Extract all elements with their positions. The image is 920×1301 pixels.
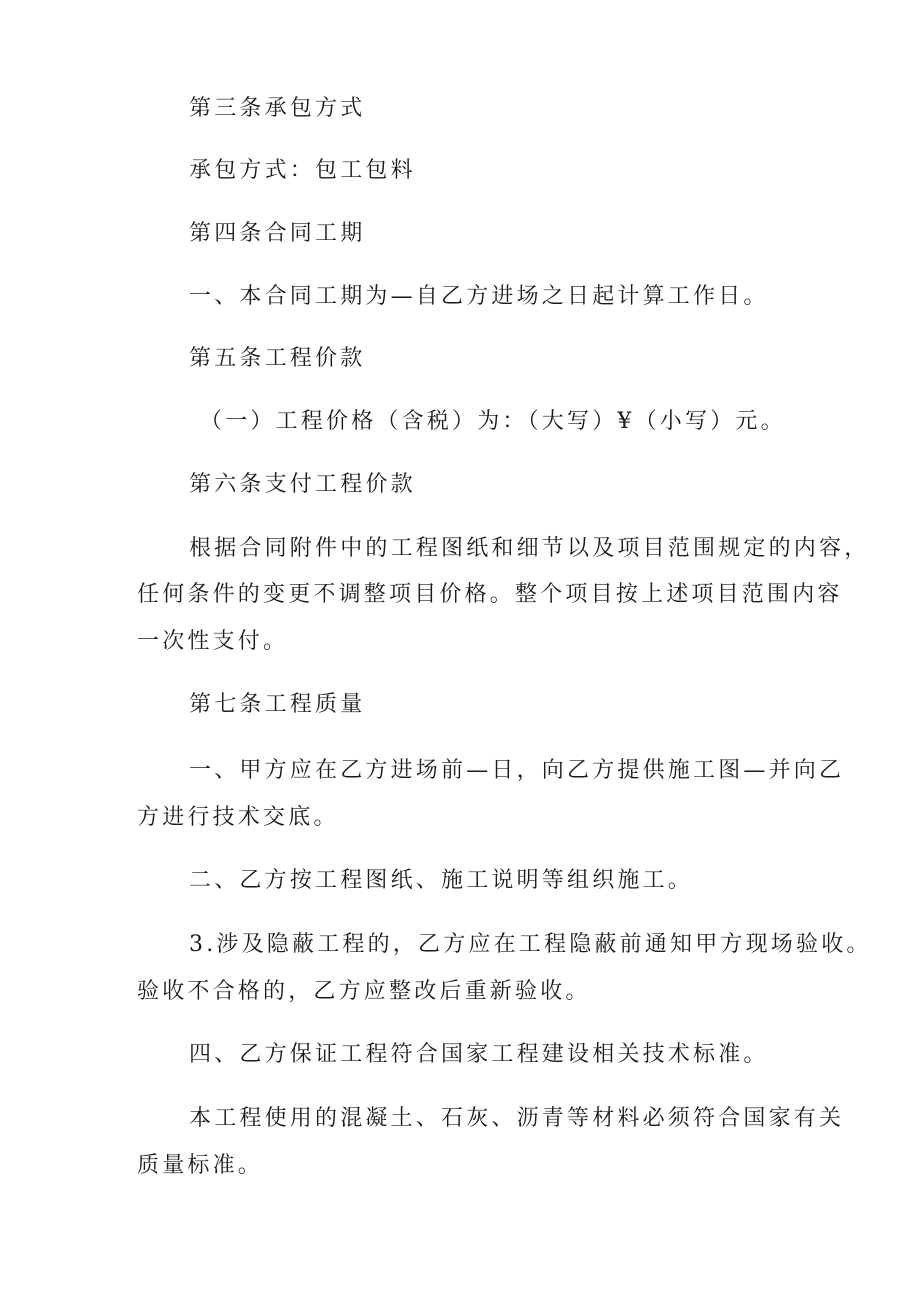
- quality-item-3-line-2: 验收不合格的，乙方应整改后重新验收。: [137, 979, 591, 1004]
- payment-paragraph-line-2: 任何条件的变更不调整项目价格。整个项目按上述项目范围内容: [137, 582, 843, 607]
- contract-method-text: 承包方式：包工包料: [189, 158, 416, 183]
- quality-item-1-line-2: 方进行技术交底。: [137, 805, 339, 830]
- quality-item-3-line-1: 3.涉及隐蔽工程的，乙方应在工程隐蔽前通知甲方现场验收。: [189, 932, 872, 957]
- materials-paragraph-line-2: 质量标准。: [137, 1153, 264, 1178]
- contract-period-text: 一、本合同工期为—自乙方进场之日起计算工作日。: [189, 284, 769, 309]
- article-5-heading: 第五条工程价款: [189, 346, 366, 371]
- materials-paragraph-line-1: 本工程使用的混凝土、石灰、沥青等材料必须符合国家有关: [189, 1106, 845, 1131]
- article-7-heading: 第七条工程质量: [189, 692, 366, 717]
- quality-item-2-text: 二、乙方按工程图纸、施工说明等组织施工。: [189, 868, 694, 893]
- quality-item-4-text: 四、乙方保证工程符合国家工程建设相关技术标准。: [189, 1042, 769, 1067]
- article-4-heading: 第四条合同工期: [189, 221, 366, 246]
- project-price-text: （一）工程价格（含税）为：（大写）¥（小写）元。: [200, 409, 786, 434]
- quality-item-1-line-1: 一、甲方应在乙方进场前—日，向乙方提供施工图—并向乙: [189, 758, 845, 783]
- article-6-heading: 第六条支付工程价款: [189, 472, 416, 497]
- payment-paragraph-line-1: 根据合同附件中的工程图纸和细节以及项目范围规定的内容，: [189, 536, 870, 561]
- payment-paragraph-line-3: 一次性支付。: [137, 629, 289, 654]
- article-3-heading: 第三条承包方式: [189, 96, 366, 121]
